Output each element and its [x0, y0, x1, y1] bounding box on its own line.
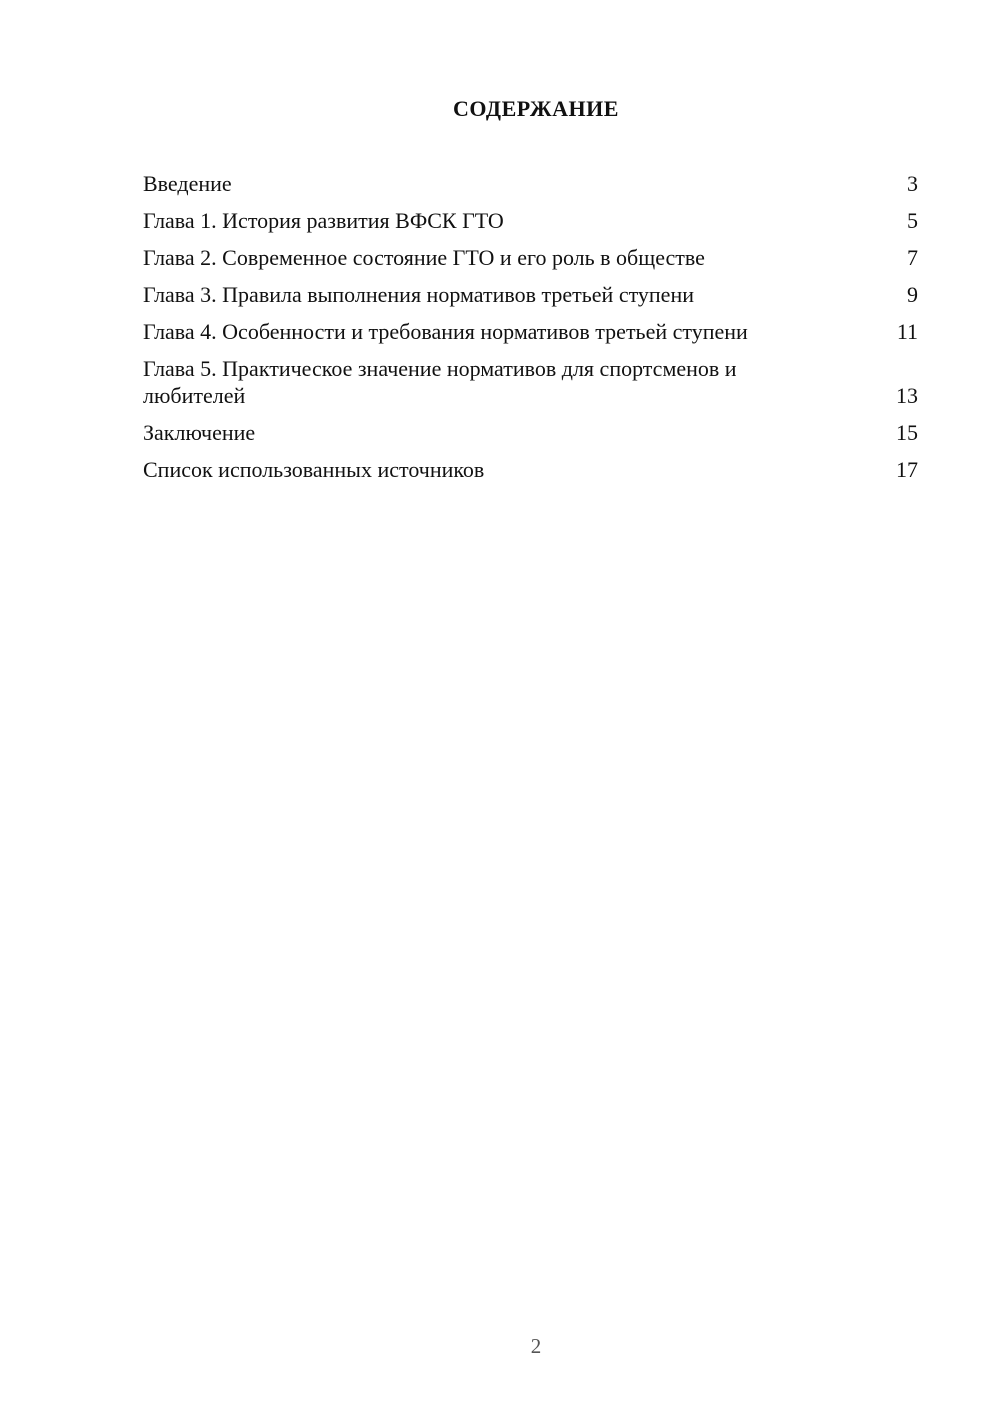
toc-entry-text: Список использованных источников: [143, 457, 485, 482]
page-number: 2: [530, 1334, 542, 1358]
toc-entry-text: Глава 3. Правила выполнения нормативов третьей ступени: [143, 282, 694, 307]
toc-entry-page: 17: [896, 457, 918, 482]
toc-entry-text: Введение: [143, 171, 232, 196]
toc-entry-page: 3: [907, 171, 918, 196]
toc-entry-chapter-1: [143, 207, 918, 234]
toc-entry-chapter-4: [143, 318, 918, 345]
toc-entry-text: Глава 5. Практическое значение нормативов для спортсменов и любителей: [143, 356, 737, 408]
toc-entry-page: 13: [896, 383, 918, 408]
toc-entry-introduction: [143, 170, 918, 197]
toc-entry-page: 7: [907, 245, 918, 270]
toc-entry-text: Заключение: [143, 420, 256, 445]
toc-entry-text: Глава 1. История развития ВФСК ГТО: [143, 208, 504, 233]
toc-entry-chapter-2: [143, 244, 918, 271]
table-of-contents: [143, 170, 918, 493]
toc-entry-page: 11: [896, 319, 918, 344]
toc-entry-text: Глава 4. Особенности и требования нормативов третьей ступени: [143, 319, 748, 344]
toc-entry-page: 15: [896, 420, 918, 445]
toc-entry-text: Глава 2. Современное состояние ГТО и его роль в обществе: [143, 245, 705, 270]
toc-entry-references: [143, 456, 918, 483]
toc-entry-conclusion: [143, 419, 918, 446]
toc-entry-chapter-5: [143, 355, 918, 409]
toc-entry-page: 9: [907, 282, 918, 307]
toc-entry-page: 5: [907, 208, 918, 233]
toc-title: СОДЕРЖАНИЕ: [453, 96, 619, 121]
toc-entry-chapter-3: [143, 281, 918, 308]
